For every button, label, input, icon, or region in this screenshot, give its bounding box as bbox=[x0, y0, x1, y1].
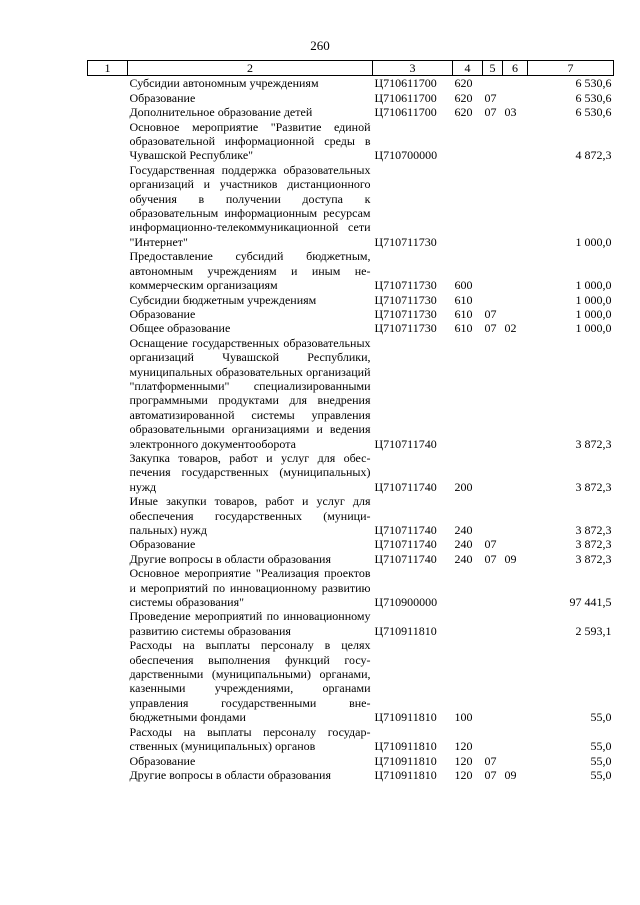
row-expense-type: 240 bbox=[454, 551, 473, 566]
row-amount: 4 872,3 bbox=[575, 148, 612, 163]
row-amount: 3 872,3 bbox=[575, 537, 612, 552]
row-empty-col bbox=[88, 768, 128, 782]
row-name: Образование bbox=[129, 753, 196, 768]
row-section: 07 bbox=[484, 306, 497, 321]
row-amount: 6 530,6 bbox=[575, 105, 612, 120]
row-expense-type: 120 bbox=[454, 767, 473, 782]
header-col-5: 5 bbox=[483, 61, 503, 76]
row-expense-type: 620 bbox=[454, 76, 473, 91]
table-row bbox=[88, 566, 614, 609]
table-row bbox=[88, 105, 614, 119]
row-section bbox=[483, 725, 503, 754]
row-amount: 3 872,3 bbox=[575, 479, 612, 494]
row-expense-type bbox=[453, 120, 483, 163]
table-row bbox=[88, 754, 614, 768]
row-empty-col bbox=[88, 552, 128, 566]
row-name: Оснащение государственных образовательных организаций Чувашской Республики, муниципальных образовательных организаций "платформенными" специализированными программными продуктами для внедрения автоматизированной системы управления образовательными организациями и ведения электронного документооборота bbox=[129, 335, 371, 451]
row-subsection bbox=[503, 494, 528, 537]
table-row bbox=[88, 321, 614, 335]
row-target-code: Ц710711740 bbox=[374, 436, 437, 451]
table-row bbox=[88, 494, 614, 537]
row-section bbox=[483, 120, 503, 163]
row-section: 07 bbox=[484, 551, 497, 566]
row-empty-col bbox=[88, 76, 128, 91]
row-target-code: Ц710611700 bbox=[374, 105, 437, 120]
row-expense-type: 240 bbox=[454, 523, 473, 537]
row-name: Другие вопросы в области образования bbox=[129, 767, 331, 782]
row-amount: 3 872,3 bbox=[575, 523, 612, 537]
header-col-3: 3 bbox=[373, 61, 453, 76]
row-target-code: Ц710911810 bbox=[374, 739, 437, 754]
row-empty-col bbox=[88, 293, 128, 307]
row-name: Основное мероприятие "Реализация проектов и мероприятий по инновационному развитию системы образования" bbox=[129, 566, 371, 610]
row-subsection: 09 bbox=[504, 551, 517, 566]
row-amount: 1 000,0 bbox=[575, 321, 612, 336]
row-section bbox=[483, 76, 503, 91]
row-amount: 3 872,3 bbox=[575, 436, 612, 451]
row-empty-col bbox=[88, 105, 128, 119]
row-empty-col bbox=[88, 638, 128, 724]
row-target-code: Ц710711730 bbox=[374, 306, 437, 321]
header-col-2: 2 bbox=[128, 61, 373, 76]
row-expense-type bbox=[453, 336, 483, 451]
table-row bbox=[88, 451, 614, 494]
row-subsection bbox=[503, 638, 528, 724]
row-amount: 55,0 bbox=[590, 739, 612, 754]
row-expense-type bbox=[453, 163, 483, 249]
row-target-code: Ц710711740 bbox=[374, 537, 437, 552]
row-subsection bbox=[503, 307, 528, 321]
table-row bbox=[88, 76, 614, 91]
row-name: Расходы на выплаты персоналу государственных (муниципальных) органов bbox=[129, 724, 371, 754]
table-row bbox=[88, 768, 614, 782]
row-section bbox=[483, 163, 503, 249]
row-target-code: Ц710711740 bbox=[374, 551, 437, 566]
row-empty-col bbox=[88, 754, 128, 768]
row-subsection bbox=[503, 91, 528, 105]
table-row bbox=[88, 638, 614, 724]
row-name: Расходы на выплаты персоналу в целях обеспечения выполнения функций государственными (муниципальными) органами, казенными учреждениями, органами управления государственными внебюджетными фондами bbox=[129, 638, 371, 725]
table-row bbox=[88, 163, 614, 249]
row-name: Проведение мероприятий по инновационному развитию системы образования bbox=[129, 609, 371, 638]
row-amount: 1 000,0 bbox=[575, 278, 612, 293]
row-amount: 1 000,0 bbox=[575, 292, 612, 307]
row-name: Субсидии бюджетным учреждениям bbox=[129, 292, 317, 307]
row-expense-type bbox=[453, 609, 483, 638]
row-expense-type: 620 bbox=[454, 105, 473, 120]
table-header-row bbox=[88, 61, 614, 76]
row-amount: 1 000,0 bbox=[575, 234, 612, 249]
row-subsection bbox=[503, 537, 528, 551]
row-subsection bbox=[503, 293, 528, 307]
row-amount: 2 593,1 bbox=[575, 623, 612, 638]
row-target-code: Ц710911810 bbox=[374, 710, 437, 725]
row-section bbox=[483, 336, 503, 451]
row-subsection bbox=[503, 249, 528, 292]
row-section bbox=[483, 494, 503, 537]
header-col-4: 4 bbox=[453, 61, 483, 76]
row-section: 07 bbox=[484, 90, 497, 105]
row-empty-col bbox=[88, 494, 128, 537]
row-name: Образование bbox=[129, 90, 196, 105]
row-target-code: Ц710711740 bbox=[374, 523, 437, 537]
row-target-code: Ц710911810 bbox=[374, 767, 437, 782]
table-body bbox=[88, 76, 614, 782]
row-subsection bbox=[503, 451, 528, 494]
row-expense-type: 240 bbox=[454, 537, 473, 552]
row-subsection bbox=[503, 120, 528, 163]
row-name: Другие вопросы в области образования bbox=[129, 551, 331, 566]
row-expense-type: 610 bbox=[454, 321, 473, 336]
row-target-code: Ц710911810 bbox=[374, 623, 437, 638]
row-subsection: 09 bbox=[504, 767, 517, 782]
row-section: 07 bbox=[484, 105, 497, 120]
table-row bbox=[88, 552, 614, 566]
row-empty-col bbox=[88, 451, 128, 494]
header-col-6: 6 bbox=[503, 61, 528, 76]
row-section bbox=[483, 451, 503, 494]
row-name: Субсидии автономным учреждениям bbox=[129, 76, 319, 91]
row-amount: 55,0 bbox=[590, 767, 612, 782]
row-section bbox=[483, 609, 503, 638]
budget-table bbox=[87, 60, 614, 782]
row-empty-col bbox=[88, 537, 128, 551]
row-subsection bbox=[503, 566, 528, 609]
row-name: Дополнительное образование детей bbox=[129, 105, 313, 120]
row-empty-col bbox=[88, 91, 128, 105]
row-subsection bbox=[503, 163, 528, 249]
row-target-code: Ц710711730 bbox=[374, 278, 437, 293]
row-expense-type bbox=[453, 566, 483, 609]
row-name: Иные закупки товаров, работ и услуг для обеспечения государственных (муниципальных) нужд bbox=[129, 494, 371, 537]
row-name: Образование bbox=[129, 306, 196, 321]
row-empty-col bbox=[88, 566, 128, 609]
row-subsection bbox=[503, 609, 528, 638]
row-name: Общее образование bbox=[129, 321, 231, 336]
row-empty-col bbox=[88, 609, 128, 638]
table-row bbox=[88, 725, 614, 754]
row-amount: 55,0 bbox=[590, 710, 612, 725]
row-empty-col bbox=[88, 725, 128, 754]
row-expense-type: 200 bbox=[454, 479, 473, 494]
row-target-code: Ц710700000 bbox=[374, 148, 438, 163]
row-expense-type: 100 bbox=[454, 710, 473, 725]
row-target-code: Ц710711730 bbox=[374, 292, 437, 307]
row-empty-col bbox=[88, 321, 128, 335]
table-row bbox=[88, 307, 614, 321]
row-target-code: Ц710611700 bbox=[374, 76, 437, 91]
table-row bbox=[88, 91, 614, 105]
row-empty-col bbox=[88, 249, 128, 292]
row-subsection bbox=[503, 76, 528, 91]
row-expense-type: 620 bbox=[454, 90, 473, 105]
header-col-7: 7 bbox=[528, 61, 614, 76]
row-section: 07 bbox=[484, 767, 497, 782]
row-amount: 1 000,0 bbox=[575, 306, 612, 321]
row-expense-type: 120 bbox=[454, 739, 473, 754]
row-empty-col bbox=[88, 336, 128, 451]
row-empty-col bbox=[88, 120, 128, 163]
page-number: 260 bbox=[310, 38, 330, 53]
row-name: Образование bbox=[129, 537, 196, 552]
row-empty-col bbox=[88, 163, 128, 249]
row-amount: 6 530,6 bbox=[575, 76, 612, 91]
row-target-code: Ц710911810 bbox=[374, 753, 437, 768]
row-amount: 6 530,6 bbox=[575, 90, 612, 105]
row-subsection bbox=[503, 336, 528, 451]
row-subsection: 03 bbox=[504, 105, 517, 120]
row-section: 07 bbox=[484, 537, 497, 552]
row-amount: 3 872,3 bbox=[575, 551, 612, 566]
row-subsection: 02 bbox=[504, 321, 517, 336]
row-name: Закупка товаров, работ и услуг для обеспечения государственных (муниципальных) нужд bbox=[129, 450, 371, 494]
table-row bbox=[88, 336, 614, 451]
row-empty-col bbox=[88, 307, 128, 321]
row-section bbox=[483, 293, 503, 307]
row-subsection bbox=[503, 754, 528, 768]
row-expense-type: 600 bbox=[454, 278, 473, 293]
row-name: Государственная поддержка образовательных организаций и участников дистанционного обучения в получении доступа к образовательным информационным ресурсам информационно-телекоммуникационной сети "Интернет" bbox=[129, 162, 371, 249]
table-row bbox=[88, 249, 614, 292]
row-target-code: Ц710711730 bbox=[374, 321, 437, 336]
row-target-code: Ц710611700 bbox=[374, 90, 437, 105]
row-target-code: Ц710711740 bbox=[374, 479, 437, 494]
table-row bbox=[88, 120, 614, 163]
table-row bbox=[88, 537, 614, 551]
row-amount: 97 441,5 bbox=[569, 595, 612, 610]
row-name: Предоставление субсидий бюджетным, автономным учреждениям и иным некоммерческим организациям bbox=[129, 249, 371, 293]
table-row bbox=[88, 609, 614, 638]
row-section bbox=[483, 638, 503, 724]
row-section bbox=[483, 249, 503, 292]
row-section: 07 bbox=[484, 753, 497, 768]
row-name: Основное мероприятие "Развитие единой образовательной информационной среды в Чувашской Республике" bbox=[129, 119, 371, 163]
header-col-1: 1 bbox=[88, 61, 128, 76]
row-expense-type: 120 bbox=[454, 753, 473, 768]
row-target-code: Ц710711730 bbox=[374, 234, 437, 249]
row-expense-type: 610 bbox=[454, 306, 473, 321]
row-expense-type: 610 bbox=[454, 292, 473, 307]
row-subsection bbox=[503, 725, 528, 754]
row-amount: 55,0 bbox=[590, 753, 612, 768]
row-section: 07 bbox=[484, 321, 497, 336]
row-target-code: Ц710900000 bbox=[374, 595, 438, 610]
table-row bbox=[88, 293, 614, 307]
row-section bbox=[483, 566, 503, 609]
